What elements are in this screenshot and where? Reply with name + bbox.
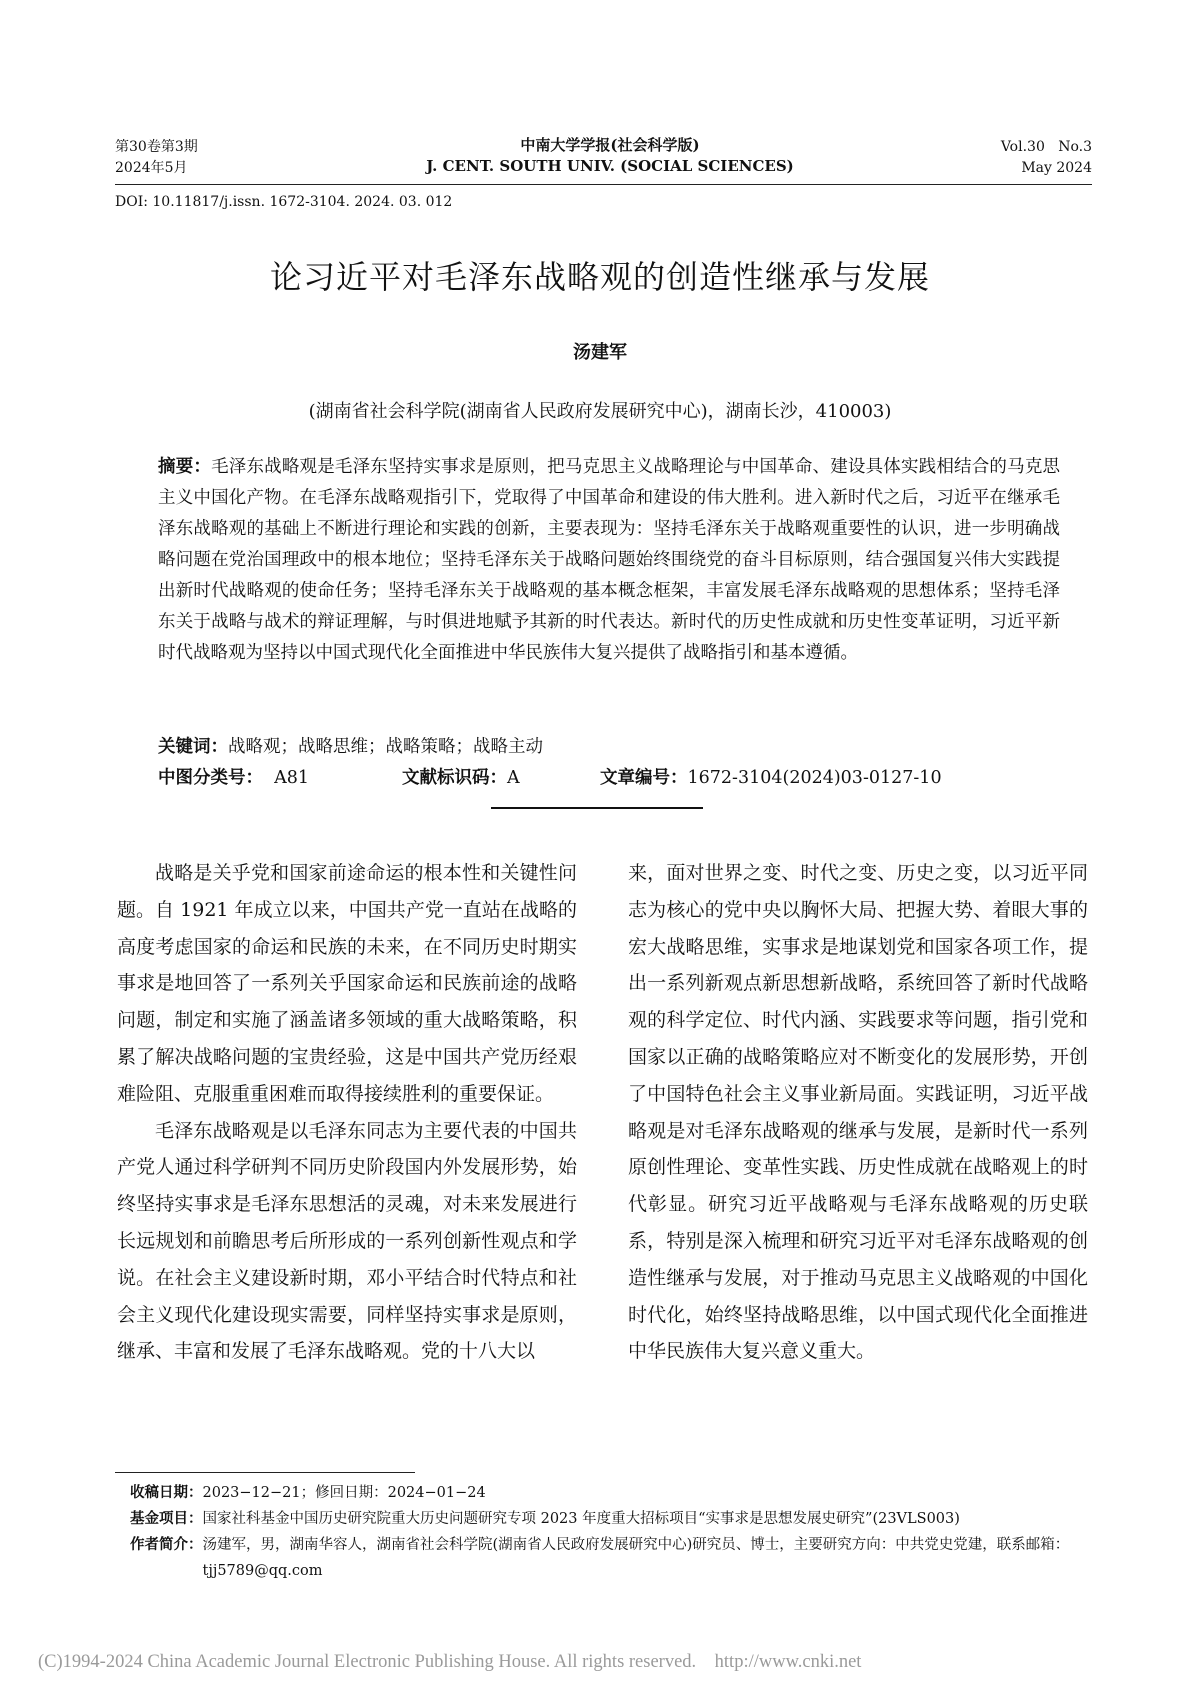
body-paragraph: 战略是关乎党和国家前途命运的根本性和关键性问题。自 1921 年成立以来，中国共产党一直站在战略的高度考虑国家的命运和民族的未来，在不同历史时期实事求是地回答了一系列关乎国家命运和民族前途的战略问题，制定和实施了涵盖诸多领域的重大战略策略，积累了解决战略问题的宝贵经验，这是中国共产党历经艰难险阻、克服重重困难而取得接续胜利的重要保证。 [117, 862, 577, 1105]
header-left [115, 137, 198, 179]
doc-code-value: A [507, 768, 520, 788]
abstract-label: 摘要： [158, 457, 212, 477]
received-label: 收稿日期： [130, 1485, 203, 1501]
footnote [130, 1480, 1092, 1584]
volume-issue-en: Vol.30 No.3 [1000, 139, 1092, 155]
clc-value: A81 [274, 768, 310, 788]
doc-code-label: 文献标识码： [402, 768, 507, 788]
body-column-left [117, 855, 577, 1370]
date-en: May 2024 [1021, 160, 1092, 176]
keywords [158, 732, 543, 763]
footnote-rule [115, 1472, 415, 1473]
received-value: 2023−12−21；修回日期：2024−01−24 [202, 1485, 486, 1501]
doi[interactable]: DOI: 10.11817/j.issn. 1672-3104. 2024. 03. 012 [115, 194, 453, 210]
section-divider [491, 807, 703, 809]
header-right [1001, 137, 1092, 179]
footnote-fund [130, 1506, 1092, 1532]
clc-field [158, 763, 309, 794]
journal-title-en: J. CENT. SOUTH UNIV. (SOCIAL SCIENCES) [426, 157, 794, 175]
article-number-label: 文章编号： [600, 768, 688, 788]
fund-value: 国家社科基金中国历史研究院重大历史问题研究专项 2023 年度重大招标项目“实事求是思想发展史研究”(23VLS003) [202, 1511, 960, 1527]
abstract-text: 毛泽东战略观是毛泽东坚持实事求是原则，把马克思主义战略理论与中国革命、建设具体实践相结合的马克思主义中国化产物。在毛泽东战略观指引下，党取得了中国革命和建设的伟大胜利。进入新时代之后，习近平在继承毛泽东战略观的基础上不断进行理论和实践的创新，主要表现为：坚持毛泽东关于战略观重要性的认识，进一步明确战略问题在党治国理政中的根本地位；坚持毛泽东关于战略问题始终围绕党的奋斗目标原则，结合强国复兴伟大实践提出新时代战略观的使命任务；坚持毛泽东关于战略观的基本概念框架，丰富发展毛泽东战略观的思想体系；坚持毛泽东关于战略与战术的辩证理解，与时俱进地赋予其新的时代表达。新时代的历史性成就和历史性变革证明，习近平新时代战略观为坚持以中国式现代化全面推进中华民族伟大复兴提供了战略指引和基本遵循。 [158, 457, 1061, 663]
header-center [380, 135, 840, 177]
article-title: 论习近平对毛泽东战略观的创造性继承与发展 [269, 258, 930, 296]
author-affiliation: (湖南省社会科学院(湖南省人民政府发展研究中心)，湖南长沙，410003) [308, 401, 892, 422]
journal-title-cn: 中南大学学报(社会科学版) [520, 136, 700, 154]
body-column-right [628, 855, 1088, 1370]
bio-value: 汤建军，男，湖南华容人，湖南省社会科学院(湖南省人民政府发展研究中心)研究员、博士，主要研究方向：中共党史党建，联系邮箱：tjj5789@qq.com [202, 1537, 1070, 1579]
volume-issue-cn: 第30卷第3期 [115, 139, 198, 155]
clc-label: 中图分类号： [158, 768, 263, 788]
keywords-text: 战略观；战略思维；战略策略；战略主动 [228, 737, 543, 757]
article-number-field [600, 763, 942, 794]
body-paragraph: 毛泽东战略观是以毛泽东同志为主要代表的中国共产党人通过科学研判不同历史阶段国内外发展形势，始终坚持实事求是毛泽东思想活的灵魂，对未来发展进行长远规划和前瞻思考后所形成的一系列创新性观点和学说。在社会主义建设新时期，邓小平结合时代特点和社会主义现代化建设现实需要，同样坚持实事求是原则，继承、丰富和发展了毛泽东战略观。党的十八大以 [117, 1119, 577, 1363]
copyright-notice: (C)1994-2024 China Academic Journal Electronic Publishing House. All rights reserved. http://www.cnki.net [38, 1652, 862, 1672]
footnote-received [130, 1480, 1092, 1506]
article-number-value: 1672-3104(2024)03-0127-10 [687, 768, 942, 788]
doc-code-field [402, 763, 520, 794]
abstract [158, 452, 1060, 669]
fund-label: 基金项目： [130, 1511, 203, 1527]
author-name: 汤建军 [573, 342, 627, 363]
keywords-label: 关键词： [158, 737, 228, 757]
bio-label: 作者简介： [130, 1537, 203, 1553]
header-rule [115, 184, 1092, 185]
body-paragraph: 来，面对世界之变、时代之变、历史之变，以习近平同志为核心的党中央以胸怀大局、把握大势、着眼大事的宏大战略思维，实事求是地谋划党和国家各项工作，提出一系列新观点新思想新战略，系统回答了新时代战略观的科学定位、时代内涵、实践要求等问题，指引党和国家以正确的战略策略应对不断变化的发展形势，开创了中国特色社会主义事业新局面。实践证明，习近平战略观是对毛泽东战略观的继承与发展，是新时代一系列原创性理论、变革性实践、历史性成就在战略观上的时代彰显。研究习近平战略观与毛泽东战略观的历史联系，特别是深入梳理和研究习近平对毛泽东战略观的创造性继承与发展，对于推动马克思主义战略观的中国化时代化，始终坚持战略思维，以中国式现代化全面推进中华民族伟大复兴意义重大。 [628, 862, 1088, 1363]
footnote-bio [130, 1532, 1092, 1584]
date-cn: 2024年5月 [115, 160, 188, 176]
